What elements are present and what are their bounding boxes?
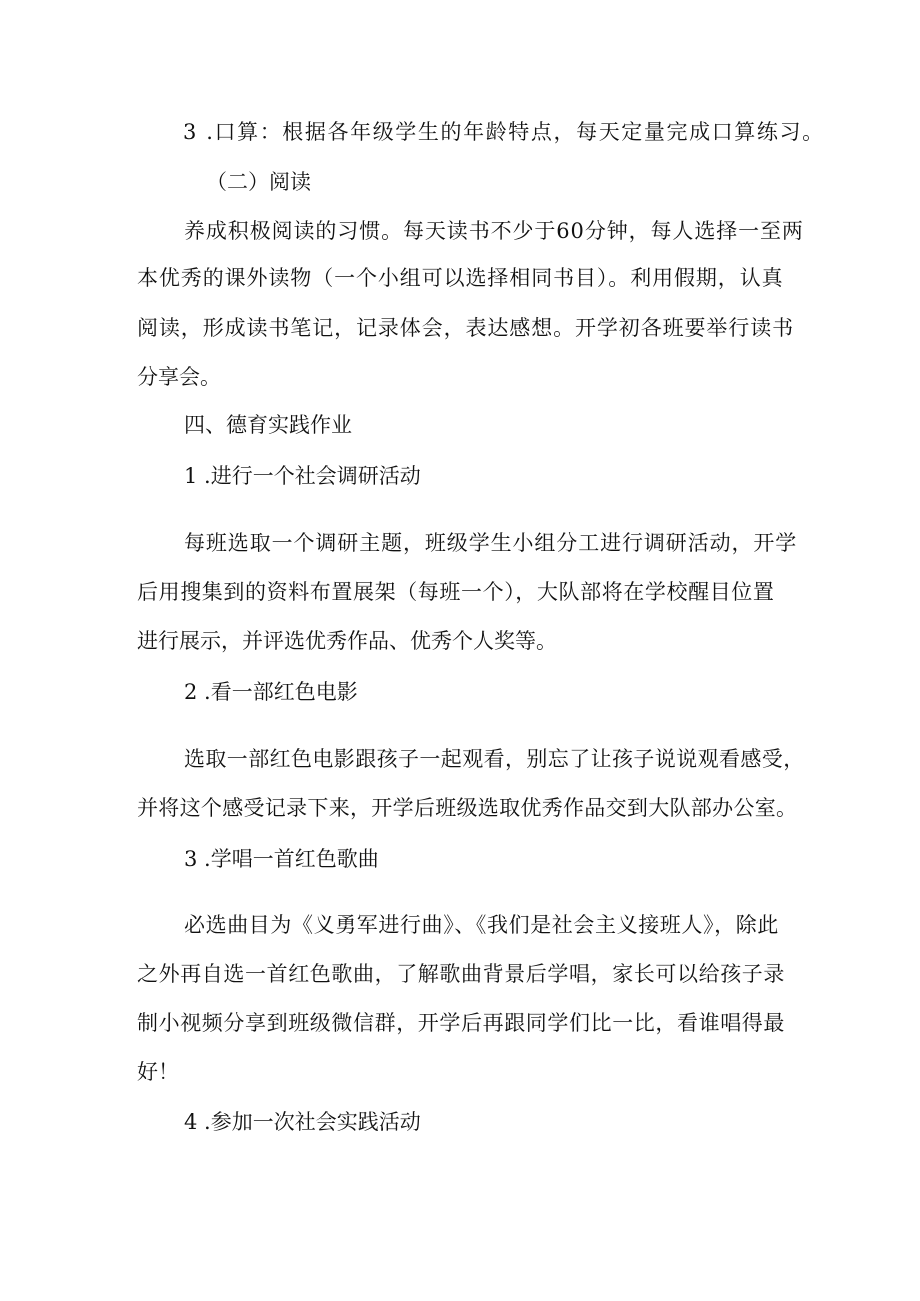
section-heading-moral-practice: 四、德育实践作业 — [184, 413, 352, 437]
oral-arithmetic-item: 3 .口算：根据各年级学生的年龄特点，每天定量完成口算练习。 — [183, 120, 825, 144]
survey-paragraph-line: 每班选取一个调研主题，班级学生小组分工进行调研活动，开学 — [184, 531, 798, 555]
reading-paragraph-line: 分享会。 — [137, 365, 221, 389]
item-heading-red-movie: 2 .看一部红色电影 — [184, 680, 358, 704]
survey-paragraph-line: 后用搜集到的资料布置展架（每班一个），大队部将在学校醒目位置 — [137, 580, 775, 604]
survey-paragraph-line: 进行展示，并评选优秀作品、优秀个人奖等。 — [137, 629, 557, 653]
song-paragraph-line: 必选曲目为《义勇军进行曲》、《我们是社会主义接班人》，除此 — [184, 913, 779, 937]
item-heading-social-practice: 4 .参加一次社会实践活动 — [184, 1110, 421, 1134]
movie-paragraph-line: 选取一部红色电影跟孩子一起观看，别忘了让孩子说说观看感受， — [184, 747, 805, 771]
song-paragraph-line: 之外再自选一首红色歌曲，了解歌曲背景后学唱，家长可以给孩子录 — [137, 962, 785, 986]
reading-paragraph-line: 本优秀的课外读物（一个小组可以选择相同书目）。利用假期，认真 — [137, 266, 784, 290]
reading-paragraph-line: 阅读，形成读书笔记，记录体会，表达感想。开学初各班要举行读书 — [137, 316, 794, 340]
section-heading-reading: （二）阅读 — [206, 170, 311, 194]
item-heading-social-survey: 1 .进行一个社会调研活动 — [184, 464, 421, 488]
item-heading-red-song: 3 .学唱一首红色歌曲 — [184, 847, 379, 871]
song-paragraph-line: 制小视频分享到班级微信群，开学后再跟同学们比一比，看谁唱得最 — [137, 1011, 785, 1035]
reading-paragraph-line: 养成积极阅读的习惯。每天读书不少于60分钟，每人选择一至两 — [184, 219, 804, 243]
song-paragraph-line: 好！ — [137, 1060, 179, 1084]
movie-paragraph-line: 并将这个感受记录下来，开学后班级选取优秀作品交到大队部办公室。 — [137, 796, 798, 820]
